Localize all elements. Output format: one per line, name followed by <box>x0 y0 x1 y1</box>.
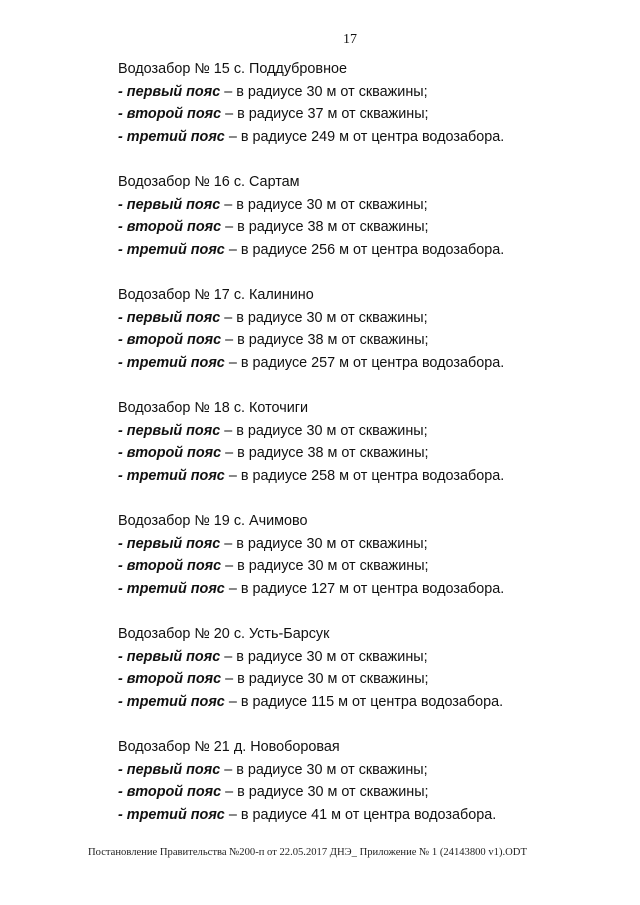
water-intake-title: Водозабор № 20 с. Усть-Барсук <box>118 626 330 642</box>
zone-line-first <box>118 646 618 669</box>
zone-line-third <box>118 804 618 827</box>
zone-name: - третий пояс <box>118 807 225 824</box>
zone-line-second <box>118 555 618 578</box>
zone-radius: – в радиусе 30 м от скважины; <box>220 535 428 552</box>
zone-name: - второй пояс <box>118 558 222 575</box>
water-intake-block <box>118 58 618 171</box>
zone-line-second <box>118 103 618 126</box>
zone-name: - третий пояс <box>118 468 225 485</box>
zone-name: - первый пояс <box>118 83 221 100</box>
water-intake-block <box>118 397 618 510</box>
zone-name: - третий пояс <box>118 355 225 372</box>
zone-line-first <box>118 759 618 782</box>
zone-radius: – в радиусе 30 м от скважины; <box>220 422 428 439</box>
zone-line-second <box>118 216 618 239</box>
zone-radius: – в радиусе 30 м от скважины; <box>220 309 428 326</box>
water-intake-block <box>118 284 618 397</box>
zone-line-first <box>118 307 618 330</box>
zone-line-first <box>118 533 618 556</box>
zone-radius: – в радиусе 30 м от скважины; <box>220 83 428 100</box>
zone-radius: – в радиусе 41 м от центра водозабора. <box>224 807 497 824</box>
water-intake-title: Водозабор № 17 с. Калинино <box>118 287 314 303</box>
zone-radius: – в радиусе 127 м от центра водозабора. <box>224 581 505 598</box>
zone-radius: – в радиусе 30 м от скважины; <box>220 761 428 778</box>
zone-radius: – в радиусе 256 м от центра водозабора. <box>224 242 505 259</box>
document-body <box>118 58 618 849</box>
zone-name: - первый пояс <box>118 196 221 213</box>
zone-name: - третий пояс <box>118 129 225 146</box>
zone-name: - первый пояс <box>118 422 221 439</box>
zone-line-first <box>118 194 618 217</box>
water-intake-block <box>118 736 618 849</box>
zone-line-third <box>118 578 618 601</box>
zone-radius: – в радиусе 30 м от скважины; <box>221 784 429 801</box>
zone-radius: – в радиусе 38 м от скважины; <box>221 445 429 462</box>
zone-line-third <box>118 352 618 375</box>
water-intake-block <box>118 171 618 284</box>
zone-name: - третий пояс <box>118 581 225 598</box>
zone-name: - первый пояс <box>118 761 221 778</box>
page-number: 17 <box>343 32 357 47</box>
zone-line-third <box>118 465 618 488</box>
zone-radius: – в радиусе 37 м от скважины; <box>221 106 429 123</box>
zone-name: - второй пояс <box>118 106 222 123</box>
zone-radius: – в радиусе 257 м от центра водозабора. <box>224 355 505 372</box>
zone-radius: – в радиусе 38 м от скважины; <box>221 219 429 236</box>
zone-line-third <box>118 691 618 714</box>
zone-name: - первый пояс <box>118 535 221 552</box>
zone-name: - третий пояс <box>118 694 225 711</box>
water-intake-title: Водозабор № 18 с. Коточиги <box>118 400 309 416</box>
zone-radius: – в радиусе 115 м от центра водозабора. <box>224 694 504 711</box>
zone-line-first <box>118 81 618 104</box>
zone-name: - второй пояс <box>118 784 222 801</box>
zone-radius: – в радиусе 38 м от скважины; <box>221 332 429 349</box>
zone-radius: – в радиусе 249 м от центра водозабора. <box>224 129 505 146</box>
water-intake-block <box>118 510 618 623</box>
zone-line-third <box>118 126 618 149</box>
zone-name: - первый пояс <box>118 309 221 326</box>
zone-name: - второй пояс <box>118 671 222 688</box>
zone-radius: – в радиусе 30 м от скважины; <box>221 558 429 575</box>
zone-name: - первый пояс <box>118 648 221 665</box>
zone-line-third <box>118 239 618 262</box>
water-intake-title: Водозабор № 21 д. Новоборовая <box>118 739 340 755</box>
water-intake-title: Водозабор № 15 с. Поддубровное <box>118 61 348 77</box>
zone-line-second <box>118 781 618 804</box>
zone-name: - второй пояс <box>118 219 222 236</box>
zone-line-second <box>118 442 618 465</box>
zone-name: - второй пояс <box>118 332 222 349</box>
zone-radius: – в радиусе 258 м от центра водозабора. <box>224 468 505 485</box>
water-intake-block <box>118 623 618 736</box>
water-intake-title: Водозабор № 19 с. Ачимово <box>118 513 308 529</box>
water-intake-title: Водозабор № 16 с. Сартам <box>118 174 300 190</box>
zone-line-first <box>118 420 618 443</box>
zone-radius: – в радиусе 30 м от скважины; <box>221 671 429 688</box>
zone-radius: – в радиусе 30 м от скважины; <box>220 196 428 213</box>
document-footer: Постановление Правительства №200-п от 22.05.2017 ДНЭ_ Приложение № 1 (24143800 v1).ODT <box>88 847 527 858</box>
zone-name: - третий пояс <box>118 242 225 259</box>
zone-line-second <box>118 668 618 691</box>
zone-radius: – в радиусе 30 м от скважины; <box>220 648 428 665</box>
zone-name: - второй пояс <box>118 445 222 462</box>
zone-line-second <box>118 329 618 352</box>
